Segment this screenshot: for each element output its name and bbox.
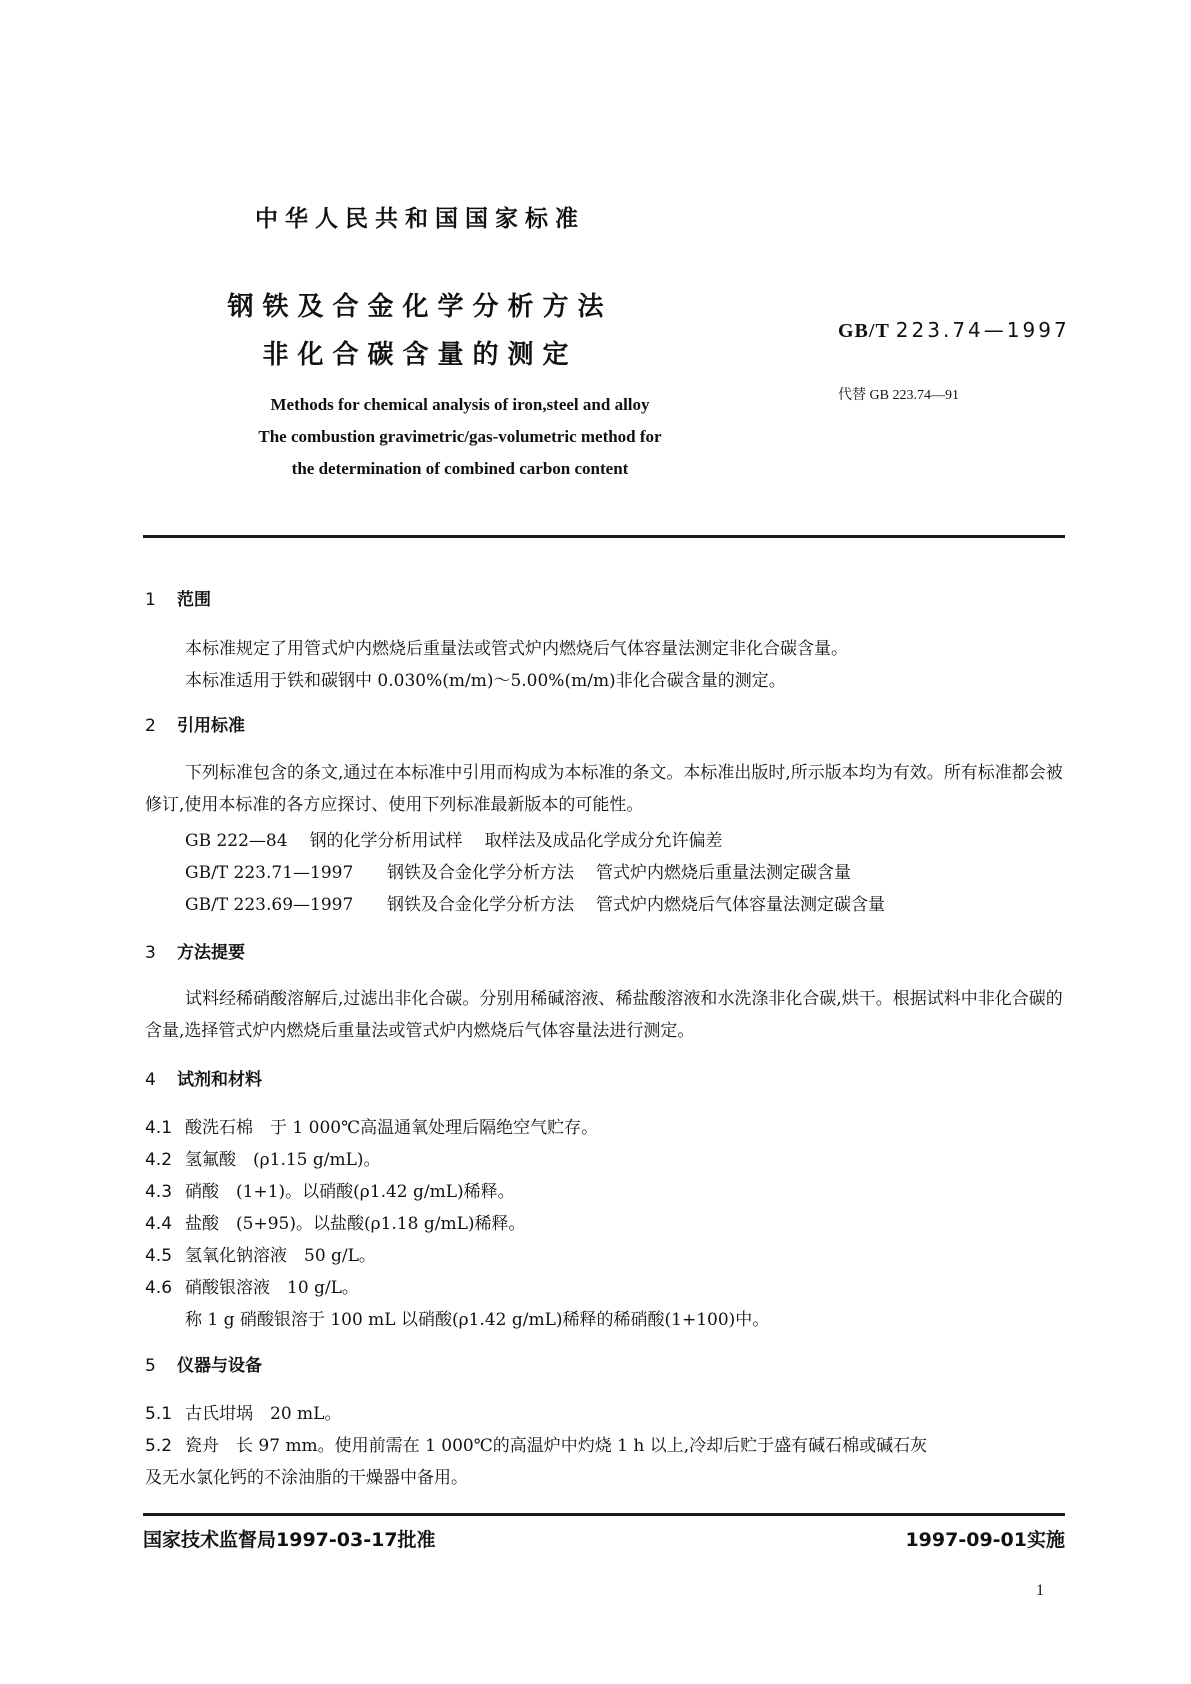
approval-date: 国家技术监督局1997-03-17批准 bbox=[143, 1529, 436, 1551]
header-divider bbox=[143, 535, 1065, 538]
section-1-para-2: 本标准适用于铁和碳钢中 0.030%(m/m)～5.00%(m/m)非化合碳含量的测定。 bbox=[185, 671, 786, 691]
item-4-6: 4.6 硝酸银溶液 10 g/L。 bbox=[145, 1278, 359, 1298]
section-1-para-1: 本标准规定了用管式炉内燃烧后重量法或管式炉内燃烧后气体容量法测定非化合碳含量。 bbox=[185, 639, 848, 659]
item-5-2-continued: 及无水氯化钙的不涂油脂的干燥器中备用。 bbox=[145, 1468, 468, 1488]
title-en-line1: Methods for chemical analysis of iron,steel and alloy bbox=[270, 395, 650, 414]
reference-2: GB/T 223.71—1997 钢铁及合金化学分析方法 管式炉内燃烧后重量法测定碳含量 bbox=[185, 863, 851, 883]
standard-number: 223.74—1997 bbox=[895, 318, 1070, 342]
replaces-note: 代替 GB 223.74—91 bbox=[838, 388, 959, 403]
section-5-heading: 5 仪器与设备 bbox=[145, 1356, 262, 1376]
item-4-5: 4.5 氢氧化钠溶液 50 g/L。 bbox=[145, 1246, 376, 1266]
page-number: 1 bbox=[1036, 1582, 1044, 1599]
section-3-para: 试料经稀硝酸溶解后,过滤出非化合碳。分别用稀碱溶液、稀盐酸溶液和水洗涤非化合碳,烘干。根据试料中非化合碳的含量,选择管式炉内燃烧后重量法或管式炉内燃烧后气体容量法进行测定。 bbox=[145, 989, 1063, 1041]
national-standard-heading: 中华人民共和国国家标准 bbox=[255, 206, 585, 232]
item-4-6-note: 称 1 g 硝酸银溶于 100 mL 以硝酸(ρ1.42 g/mL)稀释的稀硝酸(1+100)中。 bbox=[185, 1310, 770, 1330]
reference-1: GB 222—84 钢的化学分析用试样 取样法及成品化学成分允许偏差 bbox=[185, 831, 723, 851]
title-en-line3: the determination of combined carbon content bbox=[291, 459, 629, 478]
item-5-2: 5.2 瓷舟 长 97 mm。使用前需在 1 000℃的高温炉中灼烧 1 h 以上,冷却后贮于盛有碱石棉或碱石灰 bbox=[145, 1436, 928, 1456]
title-cn-line1: 钢铁及合金化学分析方法 bbox=[227, 292, 613, 322]
section-2-para: 下列标准包含的条文,通过在本标准中引用而构成为本标准的条文。本标准出版时,所示版本均为有效。所有标准都会被修订,使用本标准的各方应探讨、使用下列标准最新版本的可能性。 bbox=[145, 763, 1063, 815]
section-3-heading: 3 方法提要 bbox=[145, 943, 245, 963]
standard-prefix: GB/T bbox=[838, 320, 890, 342]
item-4-1: 4.1 酸洗石棉 于 1 000℃高温通氧处理后隔绝空气贮存。 bbox=[145, 1118, 599, 1138]
section-1-heading: 1 范围 bbox=[145, 590, 211, 610]
effective-date: 1997-09-01实施 bbox=[905, 1529, 1065, 1551]
title-cn-line2: 非化合碳含量的测定 bbox=[262, 340, 578, 370]
section-4-heading: 4 试剂和材料 bbox=[145, 1070, 262, 1090]
item-5-1: 5.1 古氏坩埚 20 mL。 bbox=[145, 1404, 342, 1424]
item-4-3: 4.3 硝酸 (1+1)。以硝酸(ρ1.42 g/mL)稀释。 bbox=[145, 1182, 515, 1202]
reference-3: GB/T 223.69—1997 钢铁及合金化学分析方法 管式炉内燃烧后气体容量法测定碳含量 bbox=[185, 895, 885, 915]
item-4-4: 4.4 盐酸 (5+95)。以盐酸(ρ1.18 g/mL)稀释。 bbox=[145, 1214, 526, 1234]
footer-divider bbox=[143, 1513, 1065, 1516]
section-2-heading: 2 引用标准 bbox=[145, 716, 245, 736]
item-4-2: 4.2 氢氟酸 (ρ1.15 g/mL)。 bbox=[145, 1150, 381, 1170]
standard-code bbox=[838, 318, 1070, 343]
title-en-line2: The combustion gravimetric/gas-volumetric method for bbox=[258, 427, 662, 446]
